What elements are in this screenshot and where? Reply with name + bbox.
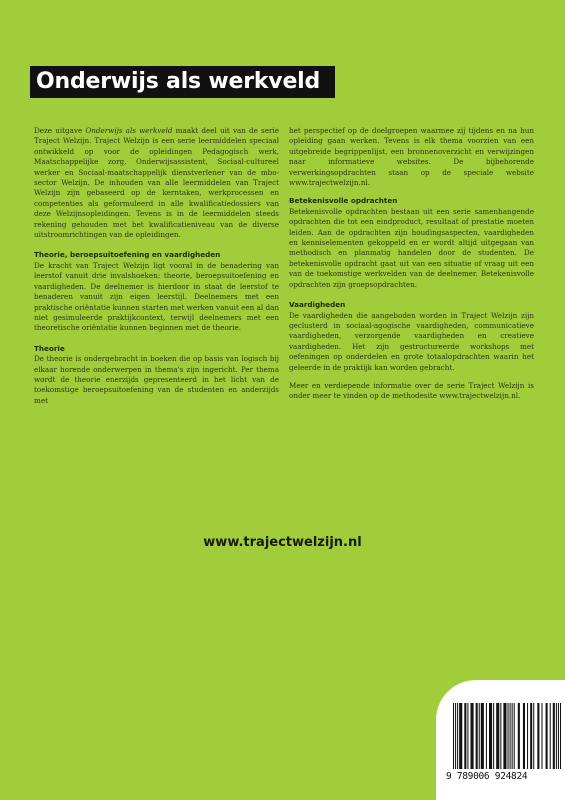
barcode-bar: [556, 703, 557, 769]
barcode-bar: [518, 703, 520, 769]
heading-betekenisvolle-opdrachten: Betekenisvolle opdrachten: [289, 196, 398, 206]
heading-theorie-beroeps-vaardigheden: Theorie, beroepsuitoefening en vaardigheden: [34, 250, 221, 260]
barcode-bar: [514, 703, 515, 769]
paragraph-meer-info: Meer en verdiepende informatie over de serie Traject Welzijn is onder meer te vinden op de methodesite www.trajectwelzijn.nl.: [289, 380, 534, 401]
barcode-bar: [530, 703, 532, 769]
barcode-bar: [550, 703, 551, 769]
paragraph-vaardigheden: De vaardigheden die aangeboden worden in Traject Welzijn zijn geclusterd in sociaal-agogische vaardigheden, communicatieve vaardigheden, verzorgende vaardigheden en creatieve vaardigheden. Het zijn gestructureerde workshops met oefeningen op onderdelen en grote totaalopdrachten waarin het geleerde in de praktijk kan worden gebracht.: [289, 310, 534, 372]
barcode-bar: [457, 703, 458, 769]
barcode: [453, 703, 561, 769]
paragraph-theorie: De theorie is ondergebracht in boeken die op basis van logisch bij elkaar horende onderwerpen in thema's zijn ingericht. Per thema wordt de theorie enerzijds gepresenteerd in het licht van de toekomstige beroepsuitoefening van de studenten en anderzijds met: [34, 354, 279, 405]
intro-paragraph: Deze uitgave Onderwijs als werkveld maakt deel uit van de serie Traject Welzijn. Traject Welzijn is een serie leermiddelen speciaal ontwikkeld op voor de opleidingen Pedagogisch werk, Maatschappelijke zorg, Onderwijsassistent, Sociaal-cultureel werker en Sociaal-maatschappelijk dienstverlener van de mbo-sector Welzijn. De inhouden van alle leermiddelen van Traject Welzijn zijn gebaseerd op de kerntaken, werkprocessen en competenties als geformuleerd in alle kwalificatiedossiers van deze Welzijnsopleidingen. Tevens is in de leermiddelen steeds rekening gehouden met het kwalificatieniveau van de diverse uitstroomrichtingen van de opleidingen.: [34, 126, 279, 240]
book-title: Onderwijs als werkveld: [36, 69, 321, 94]
barcode-bar: [470, 703, 473, 769]
barcode-bar: [453, 703, 454, 769]
barcode-bar: [459, 703, 462, 769]
barcode-bar: [533, 703, 534, 769]
barcode-bar: [479, 703, 480, 769]
barcode-bar: [493, 703, 494, 769]
paragraph-perspectief: het perspectief op de doelgroepen waarmee zij tijdens en na hun opleiding gaan werken. Tevens is elk thema voorzien van een uitgebreide begrippenlijst, een bronnenoverzicht en verwijzingen naar informatieve websites. De bijbehorende verwerkingsopdrachten staan op de speciale website www.trajectwelzijn.nl.: [289, 126, 534, 188]
barcode-bar: [560, 703, 561, 769]
barcode-bar: [503, 703, 506, 769]
barcode-bar: [512, 703, 513, 769]
barcode-bar: [481, 703, 484, 769]
isbn-digits: 9 789006 924824: [446, 771, 528, 782]
barcode-bar: [489, 703, 492, 769]
paragraph-kracht: De kracht van Traject Welzijn ligt vooral in de benadering van leerstof vanuit drie invalshoeken: theorie, beroepsuitoefening en vaardigheden. De deelnemer is hierdoor in staat de leerstof te benaderen vanuit zijn eigen leerstijl. Deelnemers met een praktische oriëntatie kunnen starten met werken vanuit een al dan niet gesimuleerde praktijkcontext, terwijl deelnemers met een theoretische oriëntatie kunnen beginnen met de theorie.: [34, 260, 279, 333]
barcode-bar: [500, 703, 501, 769]
barcode-bar: [486, 703, 487, 769]
barcode-bar: [496, 703, 499, 769]
website-url: www.trajectwelzijn.nl: [203, 535, 362, 550]
heading-vaardigheden: Vaardigheden: [289, 300, 346, 310]
barcode-bar: [467, 703, 468, 769]
barcode-bar: [455, 703, 456, 769]
barcode-bar: [537, 703, 539, 769]
left-column: [34, 126, 279, 414]
heading-theorie: Theorie: [34, 343, 65, 353]
right-column: [289, 126, 534, 410]
barcode-bar: [476, 703, 478, 769]
barcode-bar: [508, 703, 509, 769]
barcode-bar: [553, 703, 555, 769]
paragraph-betekenisvolle: Betekenisvolle opdrachten bestaan uit een serie samenhangende opdrachten die tot een eindproduct, resultaat of prestatie moeten leiden. Aan de opdrachten zijn houdingsaspecten, vaardigheden en kenniselementen gekoppeld en er wordt altijd uitgegaan van methodisch en planmatig handelen door de studenten. De betekenisvolle opdracht gaat uit van een situatie of vraag uit een van de toekomstige werkvelden van de deelnemer. Betekenisvolle opdrachten zijn groepsopdrachten.: [289, 206, 534, 289]
barcode-bar: [541, 703, 542, 769]
barcode-bar: [523, 703, 525, 769]
barcode-bar: [464, 703, 466, 769]
book-title-italic: Onderwijs als werkveld: [85, 126, 173, 135]
barcode-bar: [527, 703, 528, 769]
barcode-bar: [510, 703, 511, 769]
barcode-bar: [546, 703, 548, 769]
barcode-bar: [558, 703, 559, 769]
